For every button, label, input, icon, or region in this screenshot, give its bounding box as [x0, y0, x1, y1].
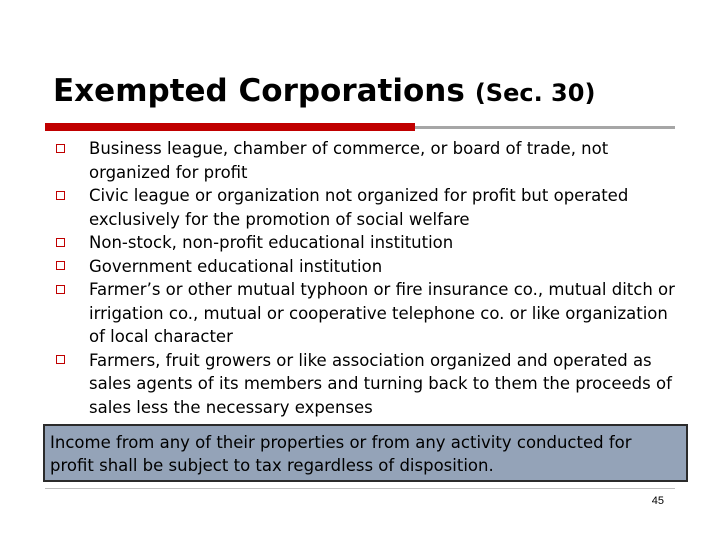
- hollow-square-bullet-icon: [56, 261, 65, 270]
- bullet-item: [55, 255, 675, 279]
- bullet-item: [55, 184, 675, 231]
- bullet-list: [55, 137, 675, 419]
- title-underline-accent: [45, 123, 415, 131]
- title-main-text: Exempted Corporations: [53, 73, 465, 109]
- bullet-text: Farmers, fruit growers or like association organized and operated as sales agents of its members and turning back to them the proceeds of sales less the necessary expenses: [89, 350, 672, 417]
- bullet-item: [55, 137, 675, 184]
- bullet-item: [55, 278, 675, 349]
- bullet-item: [55, 231, 675, 255]
- hollow-square-bullet-icon: [56, 144, 65, 153]
- hollow-square-bullet-icon: [56, 238, 65, 247]
- bullet-item: [55, 349, 675, 420]
- page-number: 45: [651, 495, 664, 507]
- hollow-square-bullet-icon: [56, 355, 65, 364]
- income-note-text: Income from any of their properties or from any activity conducted for profit shall be subject to tax regardless of disposition.: [50, 433, 632, 475]
- bullet-text: Farmer’s or other mutual typhoon or fire insurance co., mutual ditch or irrigation co., mutual or cooperative telephone co. or like organization of local character: [89, 280, 675, 346]
- footer-divider: [45, 488, 675, 489]
- slide-title: [53, 73, 596, 109]
- income-note-box: [43, 424, 688, 482]
- bullet-text: Non-stock, non-profit educational institution: [89, 233, 454, 252]
- hollow-square-bullet-icon: [56, 285, 65, 294]
- title-section-ref: (Sec. 30): [474, 79, 596, 107]
- hollow-square-bullet-icon: [56, 191, 65, 200]
- bullet-text: Business league, chamber of commerce, or board of trade, not organized for profit: [89, 139, 609, 182]
- bullet-text: Government educational institution: [89, 256, 383, 276]
- bullet-text: Civic league or organization not organized for profit but operated exclusively for the promotion of social welfare: [89, 186, 629, 229]
